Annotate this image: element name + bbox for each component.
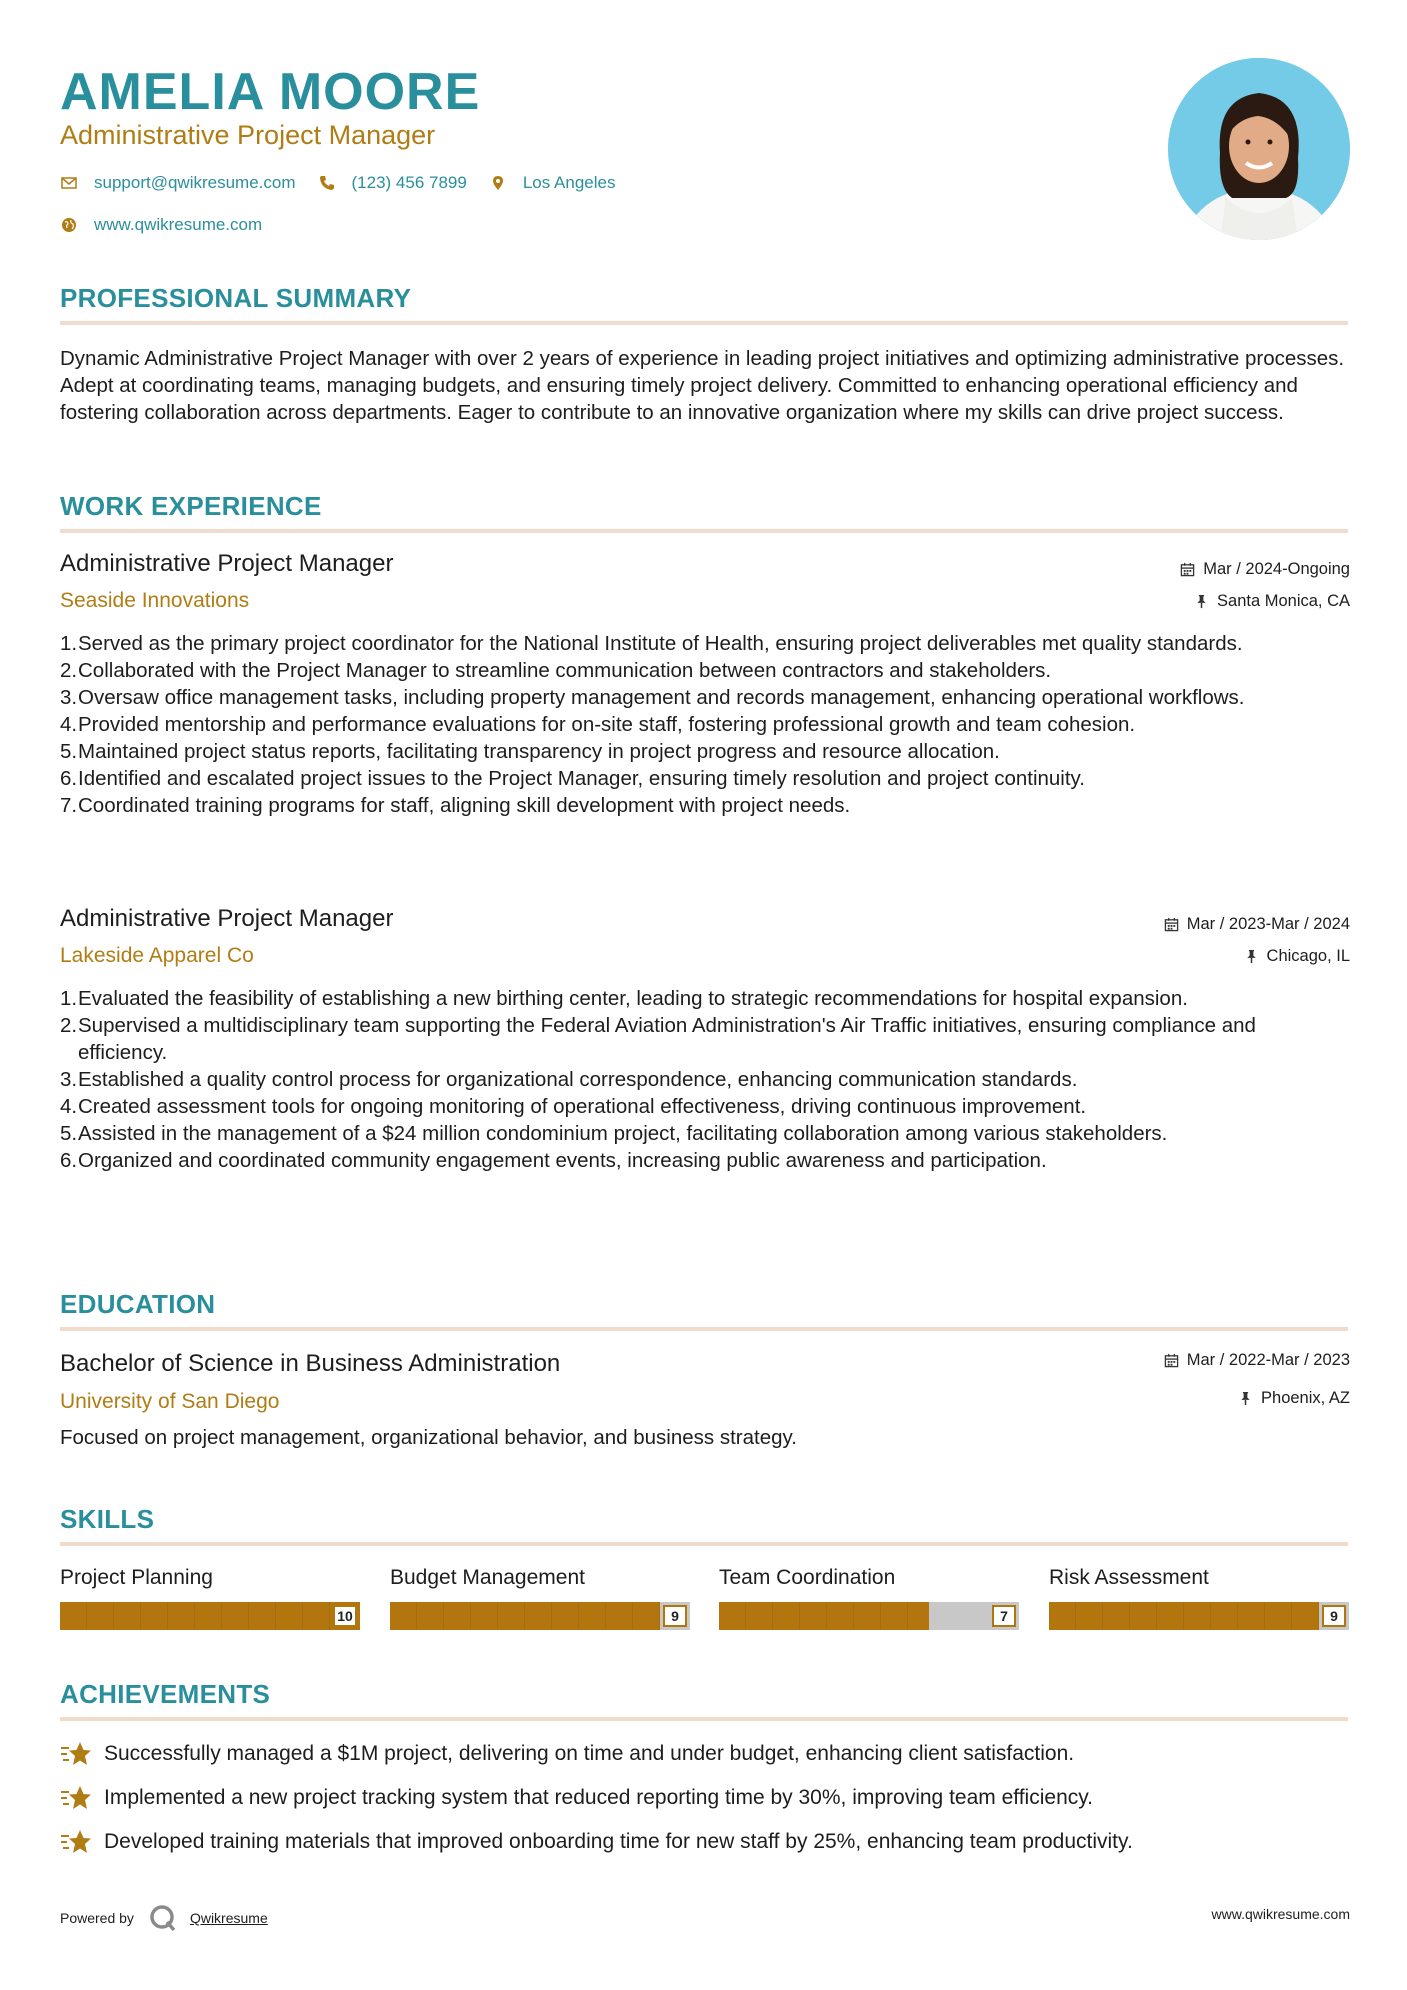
skill-bar-fill — [390, 1602, 660, 1630]
skill-item — [1049, 1566, 1349, 1630]
list-item: 2. Collaborated with the Project Manager to streamline communication between contractors and stakeholders. — [60, 659, 1052, 682]
skill-bar — [719, 1602, 1019, 1630]
job-location: Santa Monica, CA — [1194, 592, 1350, 611]
candidate-role: Administrative Project Manager — [60, 120, 436, 150]
section-divider — [60, 529, 1348, 533]
skill-item — [390, 1566, 690, 1630]
achievement-item: Successfully managed a $1M project, delivering on time and under budget, enhancing client satisfaction. — [60, 1740, 1074, 1768]
list-item: 4. Created assessment tools for ongoing monitoring of operational effectiveness, driving continuous improvement. — [60, 1095, 1087, 1118]
footer-powered-by: Powered by Qwikresume — [60, 1903, 268, 1933]
section-divider — [60, 1717, 1348, 1721]
contact-row-2 — [60, 215, 284, 235]
calendar-icon — [1164, 1353, 1179, 1368]
pushpin-icon — [1194, 594, 1209, 609]
skill-bar-fill — [719, 1602, 929, 1630]
job-date: Mar / 2023-Mar / 2024 — [1164, 915, 1350, 934]
education-description: Focused on project management, organizational behavior, and business strategy. — [60, 1426, 797, 1449]
skill-item — [60, 1566, 360, 1630]
skill-name: Team Coordination — [719, 1566, 896, 1589]
skill-bar-fill — [60, 1602, 360, 1630]
job-title: Administrative Project Manager — [60, 550, 394, 577]
company-name: Seaside Innovations — [60, 589, 250, 612]
skills-heading: SKILLS — [60, 1504, 155, 1534]
globe-icon — [60, 216, 78, 234]
qwikresume-logo-icon — [148, 1903, 178, 1933]
phone-icon — [318, 174, 336, 192]
education-date: Mar / 2022-Mar / 2023 — [1164, 1351, 1350, 1370]
candidate-name: AMELIA MOORE — [60, 63, 481, 121]
skill-level-badge: 10 — [333, 1605, 357, 1627]
skill-level-badge: 7 — [992, 1605, 1016, 1627]
list-item: 1. Served as the primary project coordinator for the National Institute of Health, ensuring project deliverables met quality standards. — [60, 632, 1243, 655]
achievement-item: Implemented a new project tracking system that reduced reporting time by 30%, improving team efficiency. — [60, 1784, 1093, 1812]
skill-level-badge: 9 — [1322, 1605, 1346, 1627]
job-bullets — [60, 985, 1350, 1174]
skill-bar — [1049, 1602, 1349, 1630]
list-item: 6. Identified and escalated project issues to the Project Manager, ensuring timely resolution and project continuity. — [60, 767, 1085, 790]
education-location: Phoenix, AZ — [1238, 1389, 1350, 1408]
skill-bar — [60, 1602, 360, 1630]
skill-name: Project Planning — [60, 1566, 213, 1589]
job-date: Mar / 2024-Ongoing — [1180, 560, 1350, 579]
degree-title: Bachelor of Science in Business Administration — [60, 1350, 561, 1377]
list-item: 2. Supervised a multidisciplinary team supporting the Federal Aviation Administration's Air Traffic initiatives, ensuring compliance and efficiency. — [60, 1014, 1256, 1064]
skill-name: Risk Assessment — [1049, 1566, 1209, 1589]
contact-row-1 — [60, 173, 637, 193]
achievements-heading: ACHIEVEMENTS — [60, 1679, 271, 1709]
calendar-icon — [1164, 917, 1179, 932]
pushpin-icon — [1238, 1391, 1253, 1406]
list-item: 3. Oversaw office management tasks, including property management and records management, enhancing operational workflows. — [60, 686, 1245, 709]
section-divider — [60, 1542, 1348, 1546]
education-heading: EDUCATION — [60, 1289, 216, 1319]
company-name: Lakeside Apparel Co — [60, 944, 254, 967]
map-pin-icon — [489, 174, 507, 192]
summary-text: Dynamic Administrative Project Manager with over 2 years of experience in leading project initiatives and optimizing administrative processes. Adept at coordinating teams, managing budgets, and ensuring timely project delivery. Committed to enhancing operational efficiency and fostering collaboration across departments. Eager to contribute to an innovative organization where my skills can drive project success. — [60, 347, 1345, 424]
avatar — [1168, 58, 1350, 240]
phone-number[interactable]: (123) 456 7899 — [351, 173, 467, 192]
qwikresume-link[interactable]: Qwikresume — [189, 1910, 268, 1926]
job-location: Chicago, IL — [1244, 947, 1350, 966]
location-text: Los Angeles — [522, 173, 616, 192]
list-item: 5. Assisted in the management of a $24 million condominium project, facilitating collaboration among various stakeholders. — [60, 1122, 1168, 1145]
website-link[interactable]: www.qwikresume.com — [94, 215, 263, 234]
section-divider — [60, 321, 1348, 325]
envelope-icon — [60, 174, 78, 192]
list-item: 3. Established a quality control process for organizational correspondence, enhancing communication standards. — [60, 1068, 1078, 1091]
skill-item — [719, 1566, 1019, 1630]
calendar-icon — [1180, 562, 1195, 577]
email-link[interactable]: support@qwikresume.com — [94, 173, 296, 192]
experience-heading: WORK EXPERIENCE — [60, 491, 322, 521]
skill-name: Budget Management — [390, 1566, 585, 1589]
list-item: 4. Provided mentorship and performance evaluations for on-site staff, fostering professional growth and team cohesion. — [60, 713, 1136, 736]
star-icon — [60, 1784, 92, 1812]
list-item: 6. Organized and coordinated community engagement events, increasing public awareness and participation. — [60, 1149, 1047, 1172]
pushpin-icon — [1244, 949, 1259, 964]
job-bullets — [60, 630, 1350, 819]
skill-bar — [390, 1602, 690, 1630]
skill-level-badge: 9 — [663, 1605, 687, 1627]
star-icon — [60, 1740, 92, 1768]
summary-heading: PROFESSIONAL SUMMARY — [60, 283, 412, 313]
job-title: Administrative Project Manager — [60, 905, 394, 932]
section-divider — [60, 1327, 1348, 1331]
school-name: University of San Diego — [60, 1390, 280, 1413]
list-item: 5. Maintained project status reports, facilitating transparency in project progress and resource allocation. — [60, 740, 1000, 763]
footer-website-link[interactable]: www.qwikresume.com — [1211, 1906, 1350, 1922]
star-icon — [60, 1828, 92, 1856]
list-item: 1. Evaluated the feasibility of establishing a new birthing center, leading to strategic recommendations for hospital expansion. — [60, 987, 1188, 1010]
list-item: 7. Coordinated training programs for staff, aligning skill development with project needs. — [60, 794, 851, 817]
achievement-item: Developed training materials that improved onboarding time for new staff by 25%, enhancing team productivity. — [60, 1828, 1133, 1856]
skill-bar-fill — [1049, 1602, 1319, 1630]
